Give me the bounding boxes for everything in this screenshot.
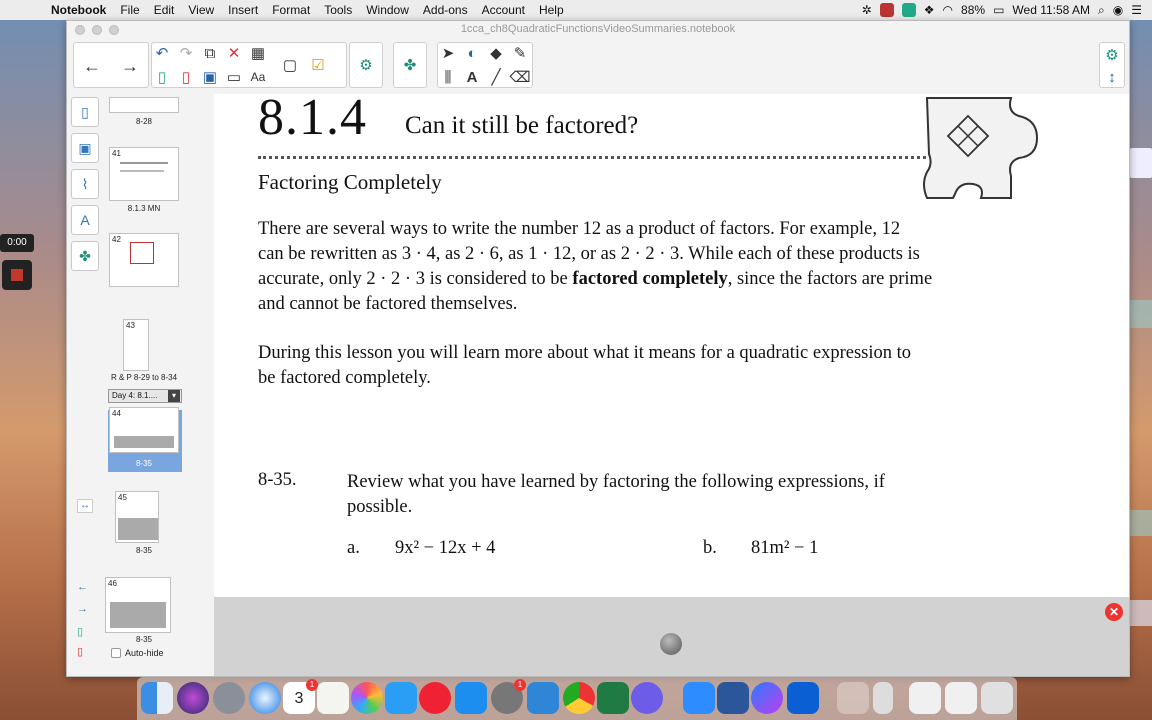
dropbox-icon[interactable] xyxy=(787,682,819,714)
lesson-number: 8.1.4 xyxy=(258,94,367,146)
paragraph-line: be factored completely. xyxy=(258,368,431,388)
menu-edit[interactable]: Edit xyxy=(153,3,175,17)
desktop-file-icon[interactable] xyxy=(1130,600,1152,626)
auto-hide-checkbox[interactable] xyxy=(111,648,164,658)
desktop-file-icon[interactable] xyxy=(1130,300,1152,328)
delete-page-icon[interactable]: ▯ xyxy=(77,646,84,658)
puzzle-icon[interactable]: ✤ xyxy=(403,57,417,74)
expand-sidebar-icon[interactable]: ↔ xyxy=(77,499,93,513)
paragraph-line: can be rewritten as 3 · 4, as 2 · 6, as 1 · 12, or as 2 · 2 · 3. While each of these products is xyxy=(258,244,920,264)
news-icon[interactable] xyxy=(419,682,451,714)
eraser-icon[interactable]: ⌫ xyxy=(509,69,531,86)
thumbnail-caption: 8-35 xyxy=(135,459,152,468)
text-run: , since the factors are prime xyxy=(727,269,933,289)
text-run: accurate, only 2 · 2 · 3 is considered to be xyxy=(258,269,573,289)
page-sorter xyxy=(101,97,211,657)
maps-icon[interactable] xyxy=(317,682,349,714)
intro-paragraph xyxy=(258,217,1048,317)
fill-icon[interactable]: ◆ xyxy=(490,45,502,62)
move-toolbar-icon[interactable]: ↕ xyxy=(1108,68,1116,86)
notification-badge: 1 xyxy=(514,679,526,691)
phone-icon[interactable] xyxy=(873,682,893,714)
tools-group xyxy=(437,42,533,88)
pens-icon[interactable]: ⫼ xyxy=(444,68,452,86)
paragraph-line: possible. xyxy=(347,497,413,517)
calendar-day: 3 xyxy=(294,690,304,707)
page-group-dropdown[interactable]: Day 4: 8.1.... ▾ xyxy=(108,389,182,403)
menu-view[interactable]: View xyxy=(188,3,215,17)
item-a-label: a. xyxy=(347,538,360,558)
desktop-file-icon[interactable] xyxy=(1130,510,1152,536)
table-icon[interactable]: ▦ xyxy=(250,45,266,62)
page-thumbnail[interactable] xyxy=(109,147,179,201)
bold-term: factored completely xyxy=(572,269,728,289)
thumbnail-number: 46 xyxy=(108,579,117,588)
problem-number: 8-35. xyxy=(258,470,297,490)
wifi-icon[interactable]: ◠ xyxy=(942,3,954,17)
app-tray-icon[interactable] xyxy=(880,3,894,17)
remove-page-icon[interactable]: ▯ xyxy=(181,69,191,86)
save-icon[interactable]: ▣ xyxy=(202,69,218,86)
page-thumbnail[interactable] xyxy=(123,319,149,371)
redo-icon[interactable]: ↷ xyxy=(179,45,193,62)
zoom-icon[interactable] xyxy=(683,682,715,714)
page-thumbnail-selected[interactable] xyxy=(109,407,179,453)
thumbnail-number: 43 xyxy=(126,321,135,330)
trash-icon[interactable] xyxy=(981,682,1013,714)
paragraph-line: and cannot be factored themselves. xyxy=(258,294,518,314)
response-icon[interactable]: ☑ xyxy=(311,57,325,74)
add-page-icon[interactable]: ▯ xyxy=(77,626,84,638)
line-tool-icon[interactable]: ╱ xyxy=(491,69,501,86)
lab-group xyxy=(393,42,427,88)
paragraph-line: There are several ways to write the number 12 as a product of factors. For example, 12 xyxy=(258,219,901,239)
thumbnail-number: 42 xyxy=(112,235,121,244)
page-thumbnail[interactable] xyxy=(109,97,179,113)
checkbox-icon[interactable] xyxy=(111,648,121,658)
text-tool-icon[interactable]: A xyxy=(466,68,478,86)
messages-icon[interactable] xyxy=(385,682,417,714)
paragraph-line: Review what you have learned by factoring the following expressions, if xyxy=(347,472,885,492)
window-title: 1cca_ch8QuadraticFunctionsVideoSummaries.notebook xyxy=(460,23,736,35)
section-heading: Factoring Completely xyxy=(258,170,442,194)
back-arrow-icon[interactable]: ← xyxy=(83,55,101,76)
photos-icon[interactable] xyxy=(351,682,383,714)
addons-tab-icon[interactable]: ✤ xyxy=(71,241,99,271)
thumbnail-caption: R & P 8-29 to 8-34 xyxy=(110,373,178,382)
document-camera-icon[interactable]: ▢ xyxy=(282,57,298,74)
smart-notebook-icon[interactable] xyxy=(527,682,559,714)
robot-icon[interactable]: ⚙ xyxy=(359,57,373,74)
close-shade-icon[interactable]: ✕ xyxy=(1105,603,1123,621)
menu-account[interactable]: Account xyxy=(481,3,525,17)
finder-icon[interactable] xyxy=(141,682,173,714)
thumbnail-number: 41 xyxy=(112,149,121,158)
text-format-icon[interactable]: Aa xyxy=(250,70,266,84)
edit-group xyxy=(151,42,347,88)
undo-icon[interactable]: ↶ xyxy=(155,45,169,62)
toolbar xyxy=(67,38,1129,93)
properties-tab-icon[interactable]: A xyxy=(71,205,99,235)
page-sorter-tab-icon[interactable]: ▯ xyxy=(71,97,99,127)
dropbox-tray-icon[interactable]: ❖ xyxy=(923,3,935,17)
notification-center-icon[interactable]: ☰ xyxy=(1131,3,1142,17)
title-bar xyxy=(67,21,1129,38)
thumbnail-caption: 8.1.3 MN xyxy=(127,204,161,213)
attachments-tab-icon[interactable]: ⌇ xyxy=(71,169,99,199)
gear-tray-icon[interactable]: ✲ xyxy=(861,3,872,17)
siri-icon[interactable]: ◉ xyxy=(1112,3,1124,17)
sidebar-tabs xyxy=(69,97,101,277)
battery-icon[interactable]: ▭ xyxy=(993,3,1005,17)
screen-icon[interactable]: ⧉ xyxy=(204,44,216,62)
lesson-goal-paragraph xyxy=(258,341,1048,391)
thumbnail-number: 44 xyxy=(112,409,121,418)
dotted-divider xyxy=(258,156,926,159)
safari-icon[interactable] xyxy=(249,682,281,714)
shade-handle[interactable] xyxy=(660,633,682,655)
settings-gear-icon[interactable]: ⚙ xyxy=(1105,47,1119,64)
word-icon[interactable] xyxy=(717,682,749,714)
menu-bar xyxy=(0,0,1152,20)
menu-help[interactable]: Help xyxy=(538,3,564,17)
siri-icon[interactable] xyxy=(177,682,209,714)
app-store-icon[interactable] xyxy=(455,682,487,714)
gallery-tab-icon[interactable]: ▣ xyxy=(71,133,99,163)
page-thumbnail[interactable] xyxy=(115,491,159,543)
chrome-icon[interactable] xyxy=(563,682,595,714)
item-a-expression: 9x² − 12x + 4 xyxy=(395,538,496,558)
thumbnail-caption: 8-35 xyxy=(135,635,152,643)
addon-group xyxy=(349,42,383,88)
menu-file[interactable]: File xyxy=(120,3,140,17)
page-thumbnail[interactable] xyxy=(109,233,179,287)
puzzle-piece-icon xyxy=(919,94,1049,206)
select-pointer-icon[interactable]: ➤ xyxy=(441,45,455,62)
magic-pen-icon[interactable]: ✎ xyxy=(513,45,527,62)
search-icon[interactable]: ⌕ xyxy=(1098,2,1105,17)
item-b-expression: 81m² − 1 xyxy=(751,538,819,558)
paragraph-line: During this lesson you will learn more about what it means for a quadratic expression to xyxy=(258,343,912,363)
add-page-icon[interactable]: ▯ xyxy=(157,69,167,86)
help-icon[interactable] xyxy=(837,682,869,714)
notification-badge: 1 xyxy=(306,679,318,691)
shapes-icon[interactable]: ◐ xyxy=(467,44,477,62)
document-icon[interactable] xyxy=(909,682,941,714)
thumbnail-caption: 8-28 xyxy=(135,117,152,126)
paragraph-line xyxy=(258,267,1048,292)
next-page-arrow-icon[interactable]: → xyxy=(77,603,88,615)
menu-tools[interactable]: Tools xyxy=(324,3,353,17)
settings-group xyxy=(1099,42,1125,88)
notebook-page[interactable] xyxy=(214,94,1129,597)
recording-timer: 0:00 xyxy=(0,234,34,252)
menu-insert[interactable]: Insert xyxy=(228,3,259,17)
desktop-file-icon[interactable] xyxy=(1130,148,1152,178)
thumbnail-caption: 8-35 xyxy=(135,546,152,555)
calendar-icon[interactable] xyxy=(283,682,315,714)
menu-addons[interactable]: Add-ons xyxy=(422,3,468,17)
forward-arrow-icon[interactable]: → xyxy=(121,55,139,76)
nav-group xyxy=(73,42,149,88)
system-preferences-icon[interactable] xyxy=(491,682,523,714)
page-thumbnail[interactable] xyxy=(105,577,171,633)
previous-page-arrow-icon[interactable]: ← xyxy=(77,581,88,593)
auto-hide-label: Auto-hide xyxy=(125,648,164,658)
clock[interactable]: Wed 11:58 AM xyxy=(1012,3,1091,17)
full-screen-icon[interactable]: ▭ xyxy=(226,69,242,86)
menu-app-name[interactable]: Notebook xyxy=(51,3,107,17)
screen-shade[interactable] xyxy=(214,597,1129,676)
app-tray-icon[interactable] xyxy=(902,3,916,17)
notebook-window xyxy=(66,20,1130,677)
launchpad-icon[interactable] xyxy=(213,682,245,714)
menu-format[interactable]: Format xyxy=(272,3,311,17)
excel-icon[interactable] xyxy=(597,682,629,714)
lesson-title: Can it still be factored? xyxy=(405,112,639,139)
dock xyxy=(137,677,1017,720)
menu-window[interactable]: Window xyxy=(366,3,409,17)
recording-stop-button[interactable] xyxy=(2,260,32,290)
document-icon[interactable] xyxy=(945,682,977,714)
settings-flower-icon[interactable] xyxy=(631,682,663,714)
item-b-label: b. xyxy=(703,538,717,558)
messenger-icon[interactable] xyxy=(751,682,783,714)
delete-icon[interactable]: ✕ xyxy=(227,45,241,62)
battery-percent: 88% xyxy=(961,3,986,17)
thumbnail-number: 45 xyxy=(118,493,127,502)
problem-text xyxy=(347,470,1007,520)
